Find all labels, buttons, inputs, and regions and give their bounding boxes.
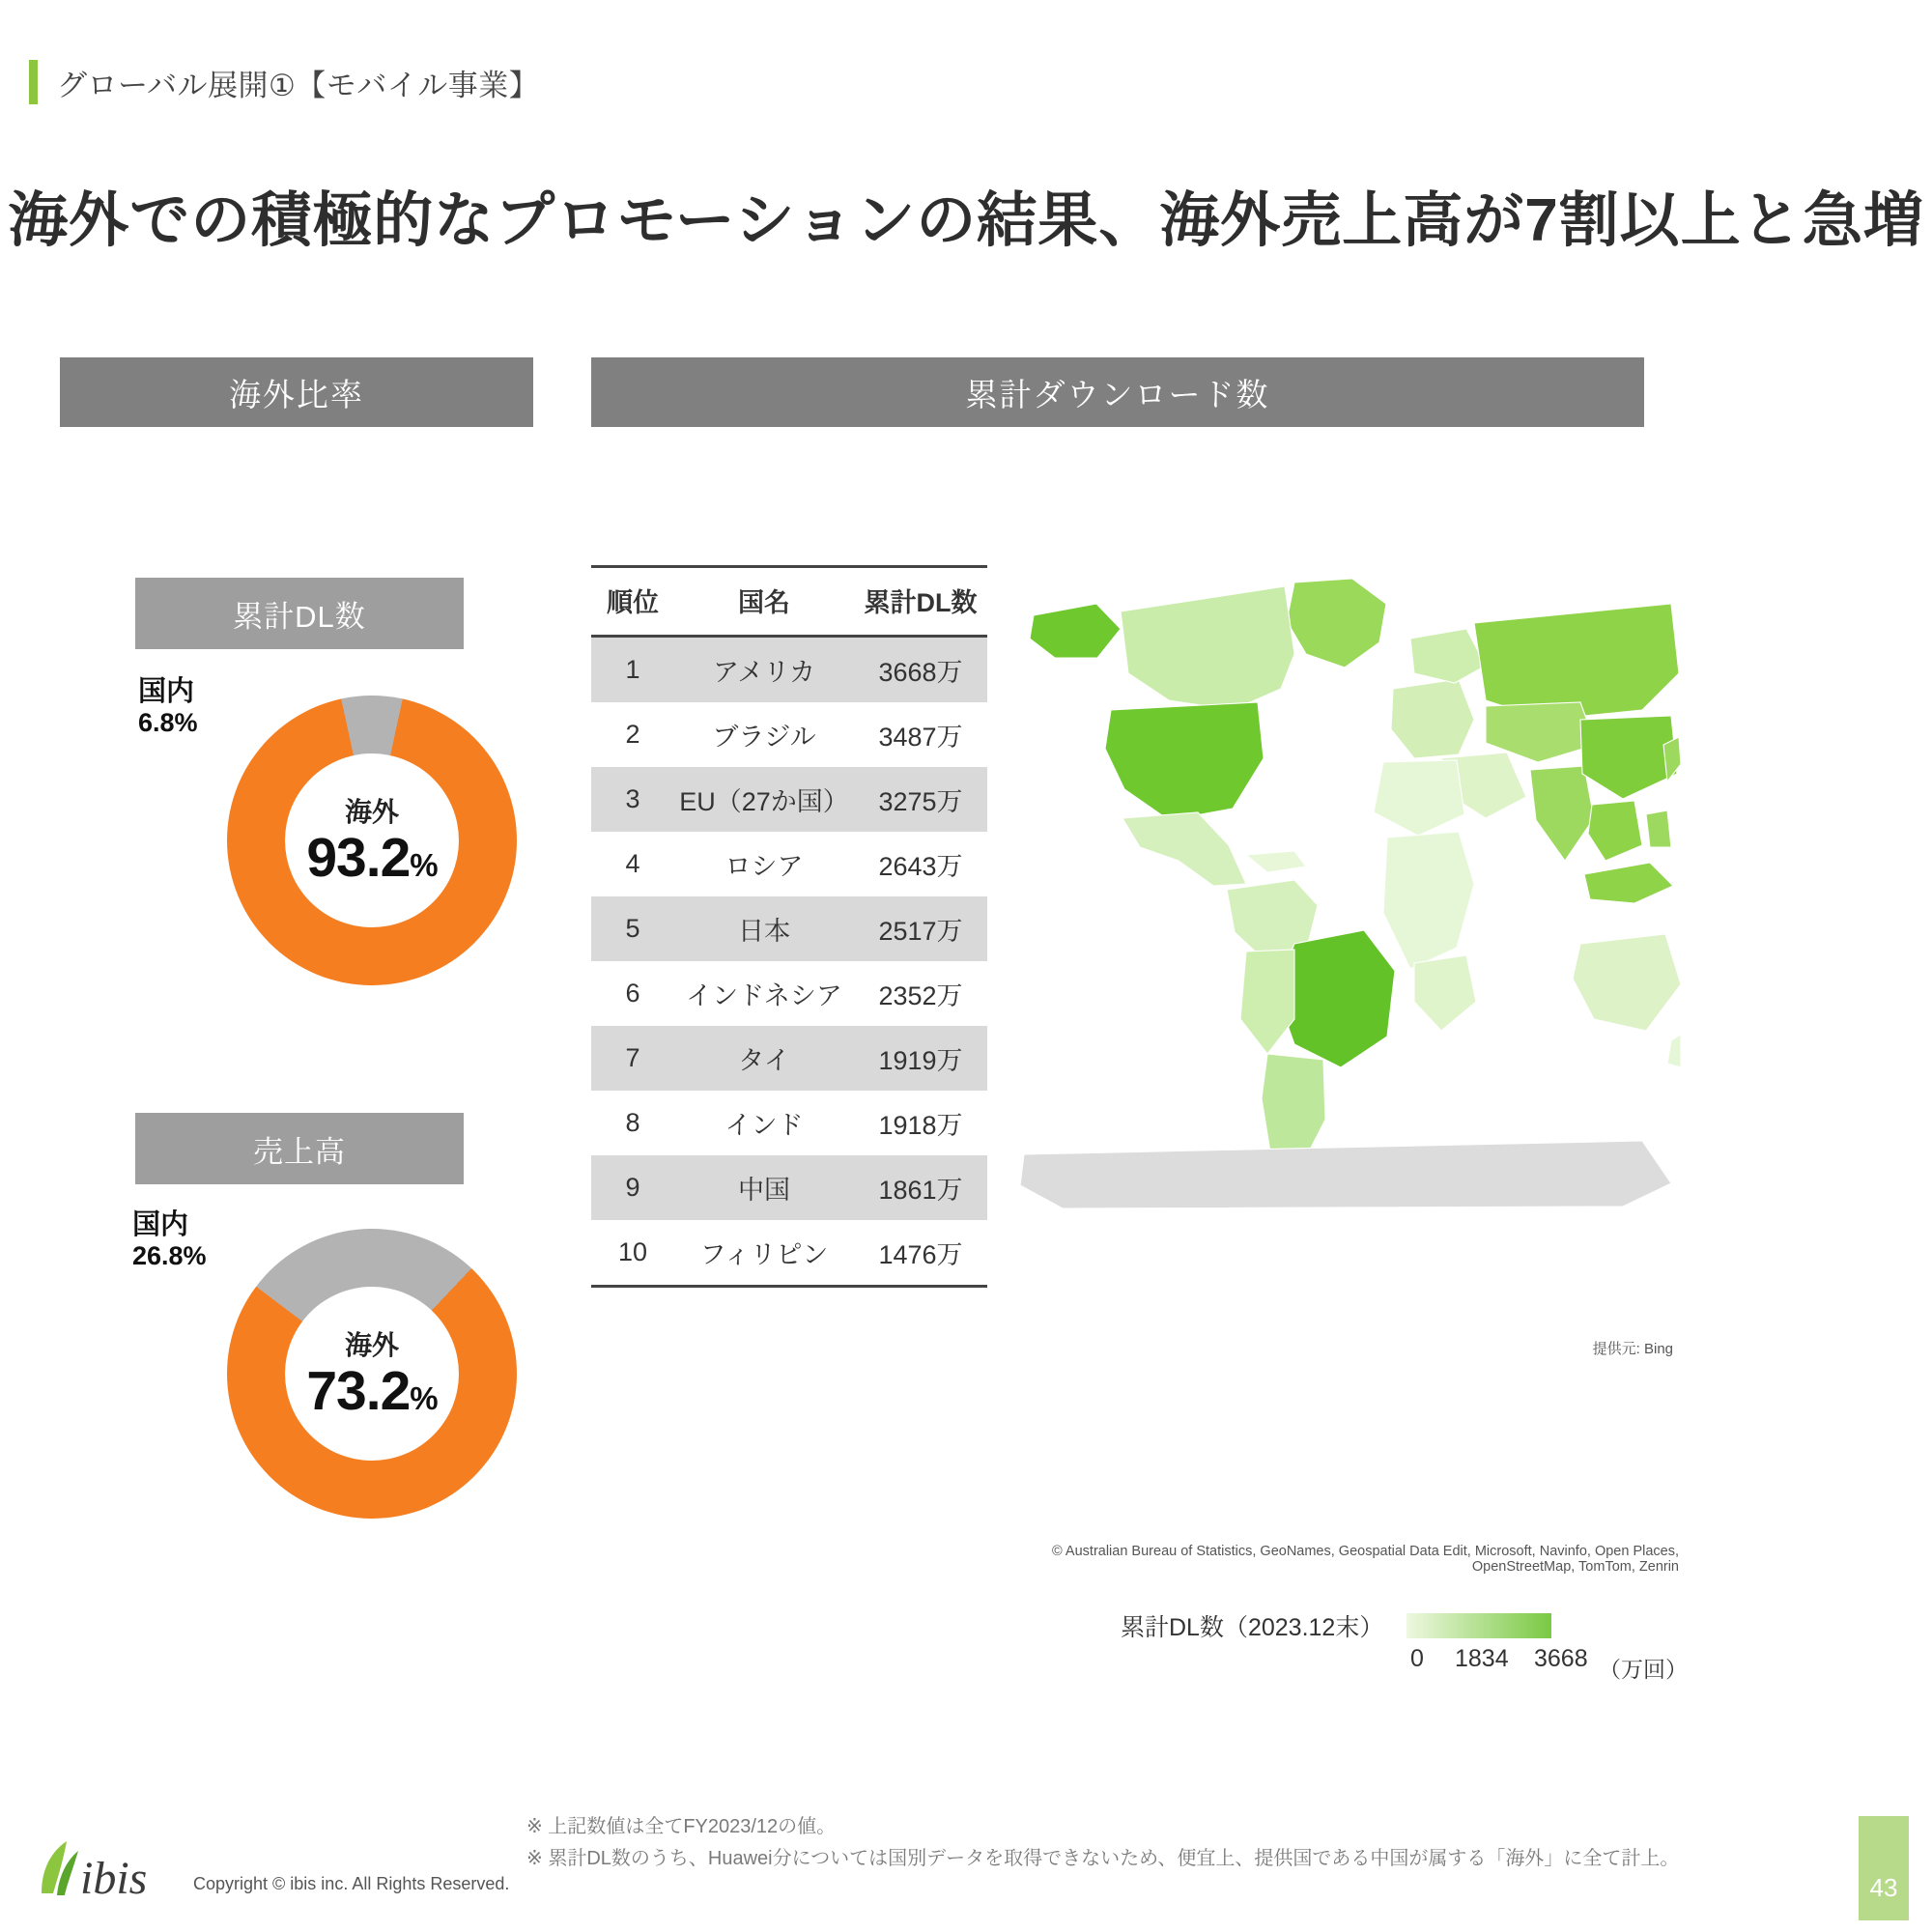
region-antarctica: [1020, 1141, 1671, 1208]
map-credit-provider: 提供元: Bing: [1592, 1341, 1673, 1357]
section-header-overseas-ratio: 海外比率: [60, 357, 533, 427]
legend-tick-max: 3668: [1534, 1645, 1588, 1672]
table-cell-value: 3275万: [854, 767, 987, 832]
table-row: [591, 961, 987, 1026]
donut-dl-domestic-title: 国内: [138, 676, 195, 707]
subsection-header-sales: 売上高: [135, 1113, 464, 1184]
donut-sales-percent-sign: %: [410, 1380, 438, 1416]
table-row: [591, 896, 987, 961]
table-cell-country: EU（27か国）: [674, 767, 854, 832]
region-alaska: [1030, 604, 1121, 658]
table-cell-country: インド: [724, 1111, 804, 1140]
table-header-rank: 順位: [591, 567, 674, 637]
table-cell-value: 2517万: [854, 896, 987, 961]
region-india: [1530, 766, 1594, 861]
donut-sales-overseas-value: 73.2%: [306, 1360, 438, 1422]
table-cell-value: 3487万: [878, 723, 963, 752]
table-cell-value: 2352万: [878, 981, 963, 1010]
table-cell-rank: 2: [625, 720, 640, 749]
slide-header: [29, 60, 539, 104]
table-cell-rank: 5: [591, 896, 674, 961]
page-title: グローバル展開①【モバイル事業】: [57, 68, 540, 102]
table-row: [591, 1091, 987, 1155]
region-australia: [1573, 934, 1681, 1031]
table-cell-rank: 4: [625, 849, 640, 878]
table-row: [591, 702, 987, 767]
headline: 海外での積極的なプロモーションの結果、海外売上高が7割以上と急増: [8, 187, 1924, 254]
donut-sales-domestic-label: [132, 1209, 207, 1271]
table-cell-rank: 6: [625, 979, 640, 1008]
region-philippines: [1646, 810, 1671, 847]
table-header-row: [591, 567, 987, 637]
download-ranking-table: [591, 565, 987, 1288]
legend-unit: （万回）: [1599, 1657, 1688, 1682]
page-number: 43: [1859, 1816, 1909, 1920]
map-credit-sources: © Australian Bureau of Statistics, GeoNames, Geospatial Data Edit, Microsoft, Navinfo, Open Places, OpenStreetMap, TomTom, Zenrin: [1052, 1544, 1679, 1575]
table-cell-rank: 9: [591, 1155, 674, 1220]
region-sub-saharan-africa: [1383, 832, 1474, 969]
table-cell-country: フィリピン: [674, 1220, 854, 1287]
region-peru-bolivia: [1240, 950, 1294, 1054]
table-row: [591, 637, 987, 703]
table-cell-value: 1861万: [854, 1155, 987, 1220]
legend-tick-min: 0: [1410, 1645, 1424, 1672]
table-cell-rank: 7: [591, 1026, 674, 1091]
table-cell-country: ロシア: [724, 852, 804, 881]
logo-wordmark: ibis: [80, 1853, 148, 1904]
legend-gradient-bar: [1406, 1613, 1551, 1638]
table-header-value: 累計DL数: [854, 567, 987, 637]
region-canada: [1121, 586, 1294, 710]
table-cell-country: タイ: [674, 1026, 854, 1091]
header-accent-bar: [29, 60, 38, 104]
region-greenland: [1287, 579, 1386, 668]
donut-dl-overseas-value: 93.2%: [306, 827, 438, 889]
table-row: [591, 1155, 987, 1220]
footnotes: [526, 1811, 1679, 1875]
subsection-header-dl-count: 累計DL数: [135, 578, 464, 649]
table-cell-country: インドネシア: [686, 981, 842, 1010]
table-cell-country: ブラジル: [712, 723, 816, 752]
region-new-zealand: [1667, 1035, 1681, 1067]
ibis-logo: [34, 1833, 188, 1906]
legend-title: 累計DL数（2023.12末）: [1121, 1614, 1384, 1641]
donut-chart-dl: [227, 696, 517, 985]
world-map-svg: [1005, 565, 1681, 1415]
table-cell-country: アメリカ: [674, 637, 854, 703]
section-header-cumulative-downloads: 累計ダウンロード数: [591, 357, 1644, 427]
table-cell-rank: 1: [591, 637, 674, 703]
donut-dl-domestic-label: [138, 676, 198, 738]
table-cell-country: 日本: [674, 896, 854, 961]
donut-dl-center: [285, 753, 459, 927]
region-southern-africa: [1414, 955, 1476, 1031]
table-cell-value: 1919万: [854, 1026, 987, 1091]
footnote-1: ※ 上記数値は全てFY2023/12の値。: [526, 1816, 837, 1837]
table-cell-country: 中国: [674, 1155, 854, 1220]
region-northern-europe: [1410, 629, 1486, 683]
region-western-europe: [1391, 679, 1474, 758]
table-cell-rank: 10: [591, 1220, 674, 1287]
table-row: [591, 832, 987, 896]
region-indonesia: [1584, 863, 1673, 903]
donut-dl-percent-sign: %: [410, 847, 438, 883]
region-usa: [1105, 702, 1264, 820]
table-cell-value: 1476万: [854, 1220, 987, 1287]
donut-sales-overseas-label: 海外: [344, 1330, 399, 1360]
donut-chart-sales: [227, 1229, 517, 1519]
region-mexico: [1122, 812, 1246, 886]
world-map: [1005, 565, 1681, 1415]
table-cell-rank: 8: [625, 1108, 640, 1137]
footnote-2: ※ 累計DL数のうち、Huawei分については国別データを取得できないため、便宜上、提供国である中国が属する「海外」に全て計上。: [526, 1848, 1680, 1869]
donut-sales-center: [285, 1287, 459, 1461]
region-southeast-asia: [1588, 801, 1642, 861]
donut-dl-overseas-label: 海外: [344, 797, 399, 827]
donut-sales-domestic-value: 26.8%: [132, 1241, 207, 1271]
ibis-logo-svg: [34, 1833, 188, 1906]
copyright-text: Copyright © ibis inc. All Rights Reserved.: [193, 1874, 510, 1893]
table-row: [591, 1220, 987, 1287]
donut-sales-domestic-title: 国内: [132, 1209, 189, 1240]
map-legend: [1121, 1608, 1551, 1643]
table-header-country: 国名: [674, 567, 854, 637]
table-row: [591, 1026, 987, 1091]
region-north-africa: [1374, 760, 1464, 836]
table-cell-value: 1918万: [878, 1111, 963, 1140]
table-row: [591, 767, 987, 832]
table-cell-value: 2643万: [878, 852, 963, 881]
legend-tick-mid: 1834: [1455, 1645, 1509, 1672]
region-caribbean: [1246, 851, 1306, 872]
table-cell-rank: 3: [591, 767, 674, 832]
region-china: [1580, 716, 1677, 799]
table-cell-value: 3668万: [854, 637, 987, 703]
donut-dl-domestic-value: 6.8%: [138, 708, 198, 738]
